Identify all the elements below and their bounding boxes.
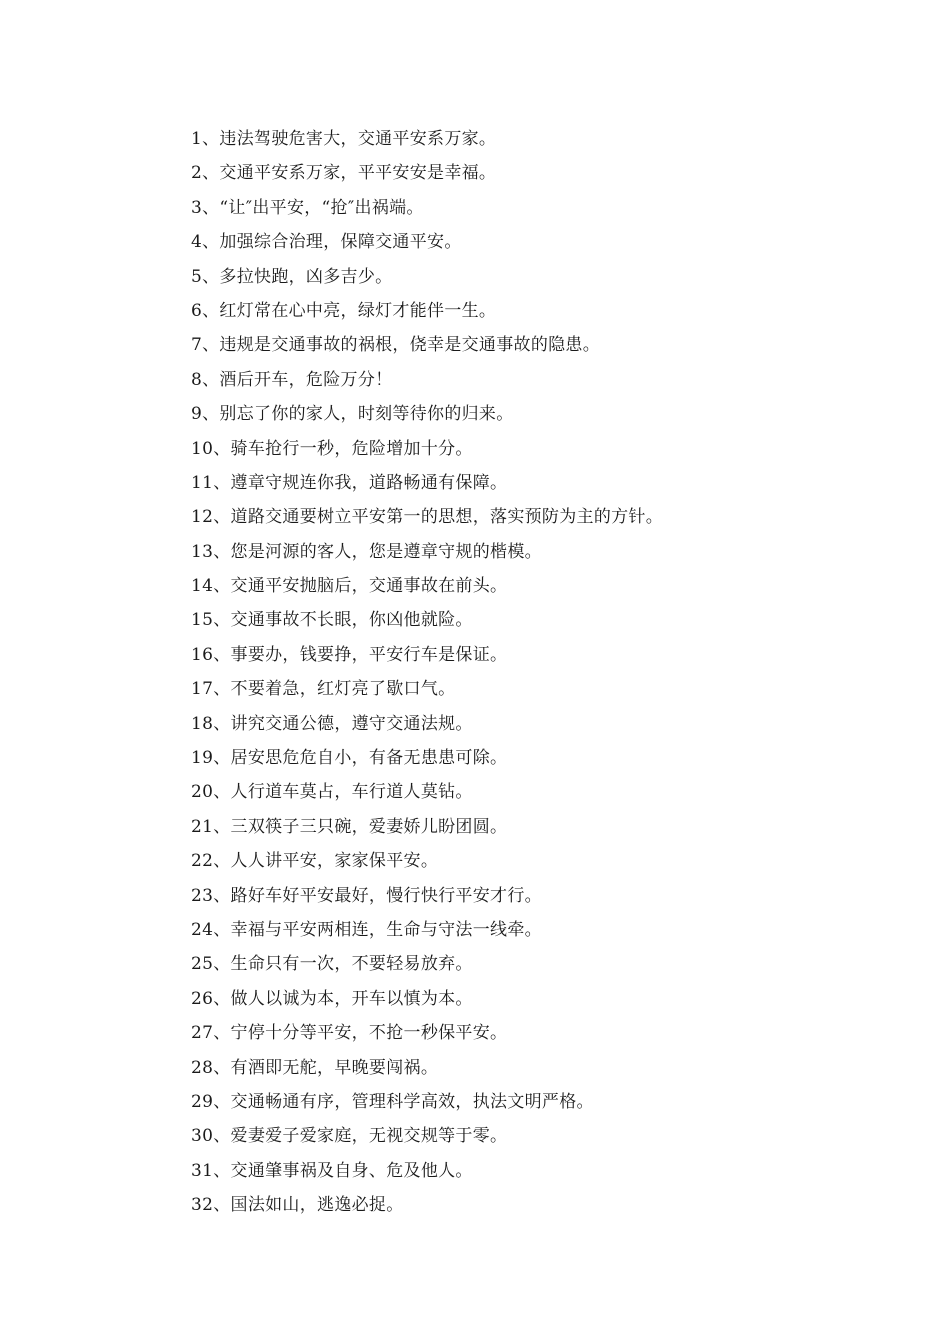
list-item: 32、国法如山，逃逸必捉。 (191, 1195, 404, 1216)
list-item: 6、红灯常在心中亮，绿灯才能伴一生。 (191, 300, 497, 321)
list-item: 3、“让″出平安，“抢″出祸端。 (191, 197, 424, 218)
list-item: 23、路好车好平安最好，慢行快行平安才行。 (191, 885, 542, 906)
list-item: 10、骑车抢行一秒，危险增加十分。 (191, 438, 473, 459)
list-item: 1、违法驾驶危害大，交通平安系万家。 (191, 129, 497, 149)
list-item: 24、幸福与平安两相连，生命与守法一线牵。 (191, 919, 542, 940)
list-item: 8、酒后开车，危险万分！ (191, 369, 393, 390)
list-item: 28、有酒即无舵，早晚要闯祸。 (191, 1057, 439, 1078)
list-item: 15、交通事故不长眼，你凶他就险。 (191, 610, 473, 631)
list-item: 27、宁停十分等平安，不抢一秒保平安。 (191, 1023, 508, 1044)
list-item: 25、生命只有一次，不要轻易放弃。 (191, 954, 473, 975)
list-item: 31、交通肇事祸及自身、危及他人。 (191, 1160, 473, 1181)
list-item: 16、事要办，钱要挣，平安行车是保证。 (191, 644, 508, 665)
list-item: 4、加强综合治理，保障交通平安。 (191, 232, 462, 253)
list-item: 9、别忘了你的家人，时刻等待你的归来。 (191, 404, 514, 425)
list-item: 5、多拉快跑，凶多吉少。 (191, 266, 393, 287)
list-item: 17、不要着急，红灯亮了歇口气。 (191, 679, 456, 700)
list-item: 2、交通平安系万家，平平安安是幸福。 (191, 163, 497, 184)
list-item: 7、违规是交通事故的祸根，侥幸是交通事故的隐患。 (191, 335, 601, 356)
slogan-list (191, 122, 891, 1223)
list-item: 13、您是河源的客人，您是遵章守规的楷模。 (191, 541, 542, 562)
list-item: 30、爱妻爱子爱家庭，无视交规等于零。 (191, 1126, 508, 1147)
list-item: 12、道路交通要树立平安第一的思想，落实预防为主的方针。 (191, 507, 664, 528)
list-item: 19、居安思危危自小，有备无患患可除。 (191, 748, 508, 769)
list-item: 14、交通平安抛脑后，交通事故在前头。 (191, 576, 508, 597)
list-item: 22、人人讲平安，家家保平安。 (191, 851, 439, 872)
list-item: 29、交通畅通有序，管理科学高效，执法文明严格。 (191, 1091, 594, 1112)
list-item: 11、遵章守规连你我，道路畅通有保障。 (191, 472, 508, 493)
list-item: 20、人行道车莫占，车行道人莫钻。 (191, 782, 473, 803)
list-item: 26、做人以诚为本，开车以慎为本。 (191, 988, 473, 1009)
list-item: 18、讲究交通公德，遵守交通法规。 (191, 713, 473, 734)
list-item: 21、三双筷子三只碗，爱妻娇儿盼团圆。 (191, 816, 508, 837)
